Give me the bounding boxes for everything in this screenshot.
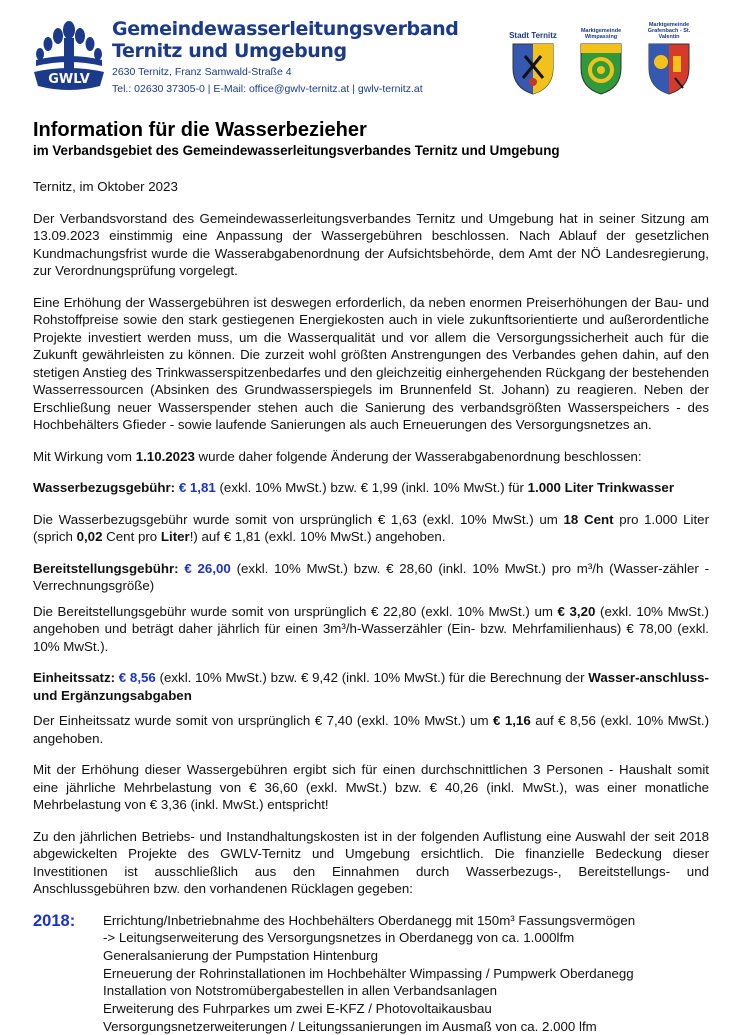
paragraph-effective xyxy=(33,448,709,466)
list-item: Versorgungsnetzerweiterungen / Leitungssanierungen im Ausmaß von ca. 2.000 lfm xyxy=(103,1018,709,1035)
wasserbezug-heading xyxy=(33,479,709,497)
page-title: Information für die Wasserbezieher xyxy=(33,118,709,142)
paragraph-intro: Der Verbandsvorstand des Gemeindewasserleitungsverbandes Ternitz und Umgebung hat in seiner Sitzung am 13.09.2023 einstimmig eine Anpassung der Wassergebühren beschlossen. Nach Ablauf der gesetzlichen Kundmachungsfrist wurde die Wasserabgabenordnung der Aufsichtsbehörde, dem Amt der NÖ Landesregierung, zur Verordnungsprüfung vorgelegt. xyxy=(33,210,709,280)
crest-grafenbach xyxy=(644,22,694,96)
list-item: Generalsanierung der Pumpstation Hintenburg xyxy=(103,947,709,965)
crest-ternitz xyxy=(508,22,558,96)
document-body xyxy=(33,118,709,1035)
wb-d7: !) auf € 1,81 (exkl. 10% MwSt.) angehoben. xyxy=(190,529,446,544)
wb-d1: Die Wasserbezugsgebühr wurde somit von ursprünglich € 1,63 (exkl. 10% MwSt.) um xyxy=(33,512,564,527)
wb-d5: Cent pro xyxy=(102,529,160,544)
paragraph-household: Mit der Erhöhung dieser Wassergebühren ergibt sich für einen durchschnittlichen 3 Personen - Haushalt somit eine jährliche Mehrbelastung von € 36,60 (exkl. MwSt.) bzw. € 40,26 (inkl. MwSt.), was einer monatliche Mehrbelastung von € 3,36 (inkl. MwSt.) entspricht! xyxy=(33,761,709,814)
svg-text:GWLV: GWLV xyxy=(48,72,90,87)
date-line: Ternitz, im Oktober 2023 xyxy=(33,178,709,196)
wasserbezug-mid: (exkl. 10% MwSt.) bzw. € 1,99 (inkl. 10% MwSt.) für xyxy=(216,480,528,495)
einheitssatz-heading xyxy=(33,669,709,704)
paragraph-costs: Zu den jährlichen Betriebs- und Instandhaltungskosten ist in der folgenden Auflistung eine Auswahl der seit 2018 abgewickelten Projekte des GWLV-Ternitz und Umgebung ersichtlich. Die finanzielle Bedeckung dieser Investitionen ist ausschließlich aus den Einnahmen durch Wasserbezugs-, Bereitstellungs- und Anschlussgebühren bzw. den vorhandenen Rücklagen gegeben: xyxy=(33,828,709,898)
list-item: -> Leitungserweiterung des Versorgungsnetzes in Oberdanegg von ca. 1.000lfm xyxy=(103,929,709,947)
organization-block xyxy=(112,18,492,96)
einheitssatz-label: Einheitssatz: xyxy=(33,670,119,685)
wb-d4: 0,02 xyxy=(77,529,103,544)
bs-d1: Die Bereitstellungsgebühr wurde somit von ursprünglich € 22,80 (exkl. 10% MwSt.) um xyxy=(33,604,558,619)
einheitssatz-end: Wasser-anschluss- und Ergänzungsabgaben xyxy=(33,670,709,703)
wasserbezug-price: € 1,81 xyxy=(179,480,216,495)
crest-wimpassing xyxy=(576,22,626,96)
einheitssatz-mid: (exkl. 10% MwSt.) bzw. € 9,42 (inkl. 10% MwSt.) für die Berechnung der xyxy=(156,670,588,685)
projects-2018 xyxy=(33,912,709,1035)
crest-label-ternitz: Stadt Ternitz xyxy=(508,22,558,40)
bereitstellung-detail xyxy=(33,603,709,656)
paragraph-reason: Eine Erhöhung der Wassergebühren ist deswegen erforderlich, da neben enormen Preiserhöhungen der Bau- und Rohstoffpreise sowie den stark gestiegenen Energiekosten auch in viele zukunftsorientierte und außerordentliche Projekte investiert werden muss, um die Wasserqualität und vor allem die Versorgungssicherheit auch für die Zukunft gewährleisten zu können. Die zurzeit wohl größten Anstrengungen des Verbandes gehen dahin, auf den stetigen Anstieg des Trinkwasserspitzenbedarfes und den gleichzeitig einhergehenden Rückgang der bestehenden Wasserressourcen (Absinken des Grundwasserspiegels im Brunnenfeld St. Johann) zu reagieren. Neben der Erschließung neuer Wasserspender stehen auch die Sanierung des verbandsgrößten Wasserspeichers - des Hochbehälters Gfieder - sowie laufende Sanierungen als auch Erneuerungen des Versorgungsnetzes an. xyxy=(33,294,709,434)
effective-date: 1.10.2023 xyxy=(136,449,195,464)
org-address: 2630 Ternitz, Franz Samwald-Straße 4 xyxy=(112,66,492,79)
es-d3: auf € 8,56 (exkl. 10% MwSt.) angehoben. xyxy=(33,713,709,746)
list-item: Erneuerung der Rohrinstallationen im Hochbehälter Wimpassing / Pumpwerk Oberdanegg xyxy=(103,965,709,983)
bereitstellung-heading xyxy=(33,560,709,595)
es-d2: € 1,16 xyxy=(493,713,531,728)
einheitssatz-price: € 8,56 xyxy=(119,670,156,685)
grafenbach-crest-icon xyxy=(647,42,691,96)
crest-label-wimpassing: Marktgemeinde Wimpassing xyxy=(576,22,626,40)
wasserbezug-detail xyxy=(33,511,709,546)
ternitz-crest-icon xyxy=(511,42,555,96)
list-item: Erweiterung des Fuhrparkes um zwei E-KFZ / Photovoltaikausbau xyxy=(103,1000,709,1018)
wb-d3: pro 1.000 Liter (sprich xyxy=(33,512,709,545)
year-label: 2018: xyxy=(33,912,103,1035)
org-name-line2: Ternitz und Umgebung xyxy=(112,40,492,62)
wasserbezug-end: 1.000 Liter Trinkwasser xyxy=(528,480,674,495)
wb-d2: 18 Cent xyxy=(564,512,614,527)
letterhead xyxy=(0,0,737,108)
wimpassing-crest-icon xyxy=(579,42,623,96)
page-subtitle: im Verbandsgebiet des Gemeindewasserleitungsverbandes Ternitz und Umgebung xyxy=(33,142,709,159)
bereitstellung-price: € 26,00 xyxy=(184,561,230,576)
org-contact: Tel.: 02630 37305-0 | E-Mail: office@gwlv-ternitz.at | gwlv-ternitz.at xyxy=(112,83,492,96)
wb-d6: Liter xyxy=(161,529,190,544)
bereitstellung-label: Bereitstellungsgebühr: xyxy=(33,561,184,576)
einheitssatz-detail xyxy=(33,712,709,747)
es-d1: Der Einheitssatz wurde somit von ursprünglich € 7,40 (exkl. 10% MwSt.) um xyxy=(33,713,493,728)
list-item: Errichtung/Inbetriebnahme des Hochbehälters Oberdanegg mit 150m³ Fassungsvermögen xyxy=(103,912,709,930)
bs-d3: (exkl. 10% MwSt.) angehoben und beträgt daher jährlich für einen 3m³/h-Wasserzähler (Ein- bzw. Mehrfamilienhaus) € 78,00 (exkl. 10% MwSt.). xyxy=(33,604,709,654)
project-list xyxy=(103,912,709,1035)
effective-text-a: Mit Wirkung vom xyxy=(33,449,136,464)
effective-text-c: wurde daher folgende Änderung der Wasserabgabenordnung beschlossen: xyxy=(195,449,642,464)
gwlv-fountain-logo xyxy=(30,16,108,96)
org-name-line1: Gemeindewasserleitungsverband xyxy=(112,18,492,40)
crest-label-grafenbach: Marktgemeinde Grafenbach - St. Valentin xyxy=(644,22,694,40)
wasserbezug-label: Wasserbezugsgebühr: xyxy=(33,480,179,495)
bereitstellung-mid: (exkl. 10% MwSt.) bzw. € 28,60 (inkl. 10% MwSt.) pro m³/h (Wasser-zähler - Verrechnungsgröße) xyxy=(33,561,709,594)
list-item: Installation von Notstromübergabestellen in allen Verbandsanlagen xyxy=(103,982,709,1000)
bs-d2: € 3,20 xyxy=(558,604,596,619)
